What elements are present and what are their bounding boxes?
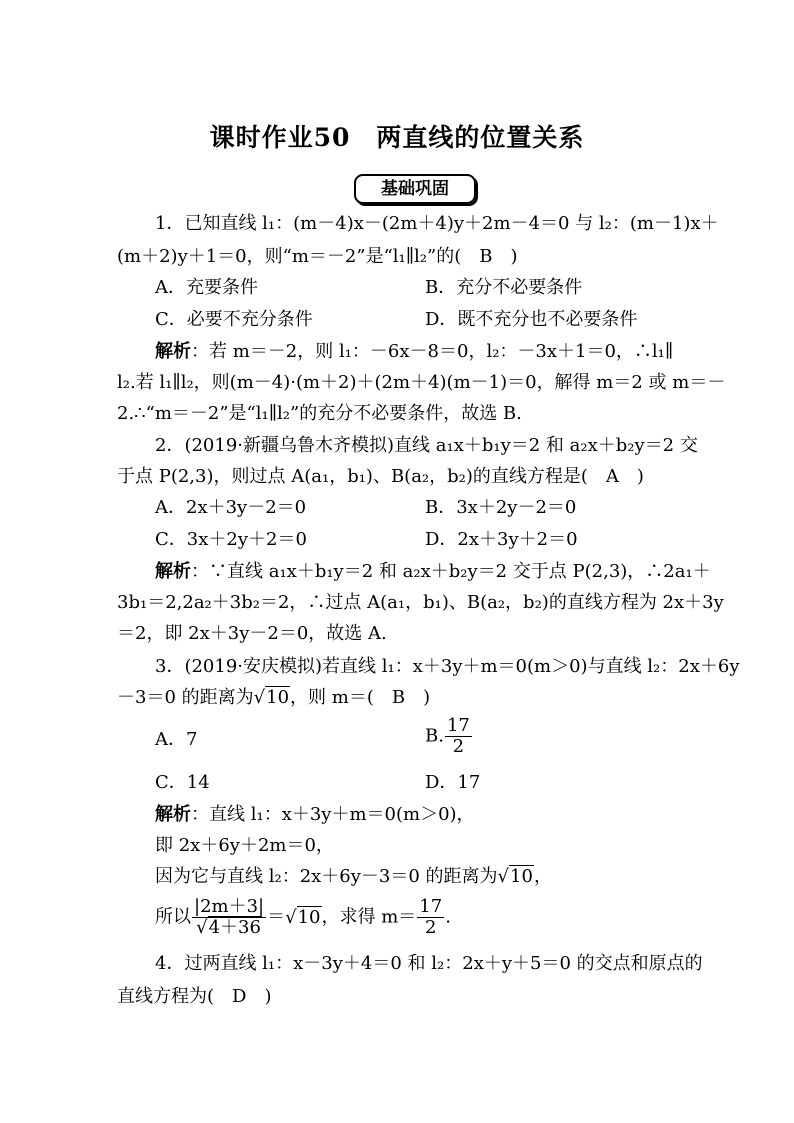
q3-analysis-text4a: 所以	[155, 906, 191, 928]
q3-option-d: D．17	[425, 772, 481, 793]
q1-option-b: B．充分不必要条件	[425, 277, 583, 298]
q3-stem-text-a: －3＝0 的距离为	[117, 687, 254, 708]
analysis-label: 解析	[155, 561, 191, 582]
q3-stem-line1: 3．(2019·安庆模拟)若直线 l₁：x＋3y＋m＝0(m＞0)与直线 l₂：2x＋6y	[155, 656, 740, 677]
frac-numerator: |2m＋3|	[194, 896, 265, 917]
q3-analysis-text4d: .	[445, 906, 451, 928]
sqrt-radicand: 10	[510, 866, 533, 887]
q1-stem-line2: (m＋2)y＋1＝0，则“m＝－2”是“l₁∥l₂”的( B )	[117, 246, 518, 267]
q3-option-a: A．7	[155, 729, 198, 750]
q1-analysis-line2: l₂.若 l₁∥l₂，则(m－4)·(m＋2)＋(2m＋4)(m－1)＝0，解得 m＝2 或 m＝－	[117, 372, 726, 393]
sqrt-radicand: 4＋36	[208, 917, 261, 938]
frac-numerator: 17	[419, 896, 443, 917]
frac-denominator: 2	[425, 917, 437, 938]
q1-option-c: C．必要不充分条件	[155, 309, 313, 330]
section-badge: 基础巩固	[354, 174, 476, 204]
q3-analysis-text3b: ，	[533, 866, 552, 887]
q3-option-b-prefix: B.	[425, 725, 444, 747]
q1-option-d: D．既不充分也不必要条件	[425, 309, 638, 330]
q2-analysis-text1: ：∵直线 a₁x＋b₁y＝2 和 a₂x＋b₂y＝2 交于点 P(2,3)，∴2a₁＋	[191, 561, 711, 582]
q3-analysis-text1: ：直线 l₁：x＋3y＋m＝0(m＞0)，	[191, 804, 475, 825]
q2-stem-line2: 于点 P(2,3)，则过点 A(a₁，b₁)、B(a₂，b₂)的直线方程是( A )	[117, 466, 644, 487]
q3-option-c: C．14	[155, 772, 210, 793]
q2-stem-line1: 2．(2019·新疆乌鲁木齐模拟)直线 a₁x＋b₁y＝2 和 a₂x＋b₂y＝2 交	[155, 435, 698, 456]
q3-analysis-line3	[155, 865, 552, 889]
q3-analysis-line4	[155, 897, 451, 938]
sqrt-10: √10	[285, 906, 321, 928]
q1-stem-line1: 1．已知直线 l₁：(m－4)x－(2m＋4)y＋2m－4＝0 与 l₂：(m－1)x＋	[155, 213, 719, 234]
distance-fraction	[192, 897, 266, 938]
analysis-label: 解析	[155, 804, 191, 825]
answer-fraction	[417, 897, 444, 938]
q3-analysis-line1	[155, 803, 475, 827]
q1-option-a: A．充要条件	[155, 277, 258, 298]
q3-stem-text-b: ，则 m＝( B )	[290, 687, 431, 708]
frac-numerator: 17	[446, 715, 470, 736]
q3-analysis-text4c: ，求得 m＝	[321, 906, 417, 928]
q2-analysis-line2: 3b₁＝2,2a₂＋3b₂＝2，∴过点 A(a₁，b₁)、B(a₂，b₂)的直线方程为 2x＋3y	[117, 592, 724, 613]
q2-option-b: B．3x＋2y－2＝0	[425, 497, 577, 518]
q1-analysis-text1: ：若 m＝－2，则 l₁：－6x－8＝0，l₂：－3x＋1＝0，∴l₁∥	[191, 341, 674, 362]
q2-option-a: A．2x＋3y－2＝0	[155, 497, 307, 518]
page-title: 课时作业50 两直线的位置关系	[209, 123, 585, 152]
q4-stem-line2: 直线方程为( D )	[117, 986, 272, 1007]
q4-stem-line1: 4．过两直线 l₁：x－3y＋4＝0 和 l₂：2x＋y＋5＝0 的交点和原点的	[155, 953, 703, 974]
q3-option-b-fraction	[445, 716, 472, 757]
q2-option-c: C．3x＋2y＋2＝0	[155, 529, 307, 550]
q1-analysis-line3: 2.∴“m＝－2”是“l₁∥l₂”的充分不必要条件，故选 B.	[117, 403, 522, 424]
sqrt-10: √10	[497, 866, 533, 887]
frac-denominator: 2	[452, 736, 465, 757]
analysis-label: 解析	[155, 341, 191, 362]
sqrt-10: √10	[253, 687, 290, 708]
frac-denominator	[192, 918, 266, 938]
sqrt-radicand: 10	[266, 687, 290, 708]
q2-analysis-line1	[155, 560, 711, 584]
q3-stem-line2	[117, 686, 430, 710]
q3-analysis-line2: 即 2x＋6y＋2m＝0，	[155, 835, 334, 856]
q2-analysis-line3: ＝2，即 2x＋3y－2＝0，故选 A.	[117, 623, 387, 644]
q3-analysis-text3a: 因为它与直线 l₂：2x＋6y－3＝0 的距离为	[155, 866, 498, 887]
q2-option-d: D．2x＋3y＋2＝0	[425, 529, 578, 550]
q3-option-b	[425, 716, 473, 757]
sqrt-denominator: √4＋36	[196, 917, 261, 938]
sqrt-radicand: 10	[297, 906, 321, 928]
q1-analysis-line1	[155, 340, 673, 364]
q3-analysis-text4b: ＝	[267, 906, 286, 928]
